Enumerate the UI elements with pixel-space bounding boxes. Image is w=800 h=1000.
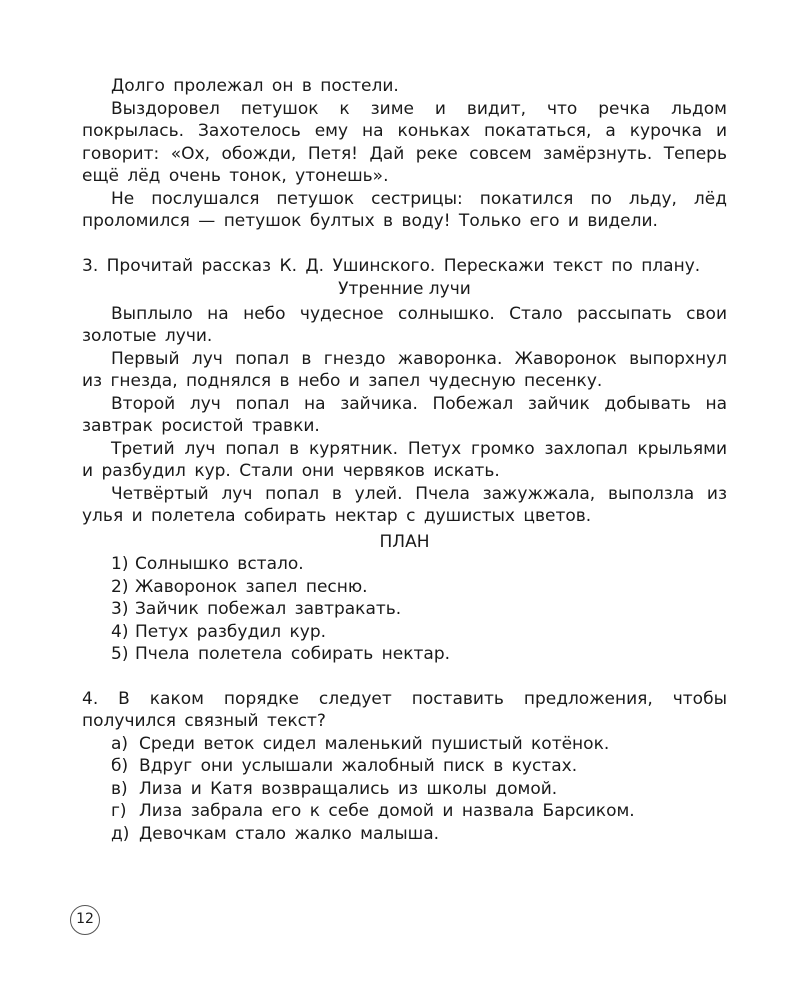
list-marker: 2) [111, 576, 129, 597]
plan-title: ПЛАН [379, 531, 430, 552]
story-paragraph: Выздоровел петушок к зиме и видит, что речка льдом покрылась. Захотелось ему на коньках покататься, а курочка и говорит: «Ох, обожди, Петя! Дай реке совсем замёрзнуть. Теперь ещё лёд очень тонок, утонешь». [82, 98, 727, 186]
list-marker: а) [111, 733, 129, 754]
list-marker: 4) [111, 621, 129, 642]
story-paragraph: Первый луч попал в гнездо жаворонка. Жаворонок выпорхнул из гнезда, поднялся в небо и запел чудесную песенку. [82, 348, 727, 391]
plan-item-text: Петух разбудил кур. [135, 621, 327, 642]
story-paragraph: Четвёртый луч попал в улей. Пчела зажужжала, выползла из улья и полетела собирать нектар с душистых цветов. [82, 483, 727, 526]
list-marker: г) [111, 801, 127, 821]
story-title: Утренние лучи [338, 279, 471, 299]
list-marker: 3) [111, 599, 129, 619]
sentence-option-text: Среди веток сидел маленький пушистый котёнок. [139, 733, 610, 754]
list-marker: 5) [111, 644, 129, 664]
plan-item [111, 598, 727, 621]
page-number: 12 [70, 905, 100, 935]
story-paragraph: Второй луч попал на зайчика. Побежал зайчик добывать на завтрак росистой травки. [82, 393, 727, 436]
sentence-option [111, 800, 727, 823]
plan-item-text: Жаворонок запел песню. [135, 576, 368, 597]
story-paragraph: Третий луч попал в курятник. Петух громко захлопал крыльями и разбудил кур. Стали они червяков искать. [82, 438, 727, 481]
list-marker: б) [111, 756, 129, 776]
sentence-option [111, 823, 727, 846]
sentence-option-text: Лиза забрала его к себе домой и назвала Барсиком. [139, 801, 635, 821]
sentence-options-list [82, 733, 727, 846]
task-4 [82, 688, 727, 846]
list-marker: д) [111, 823, 130, 844]
task-4-prompt: 4. В каком порядке следует поставить предложения, чтобы получился связный текст? [82, 688, 727, 731]
story-paragraph: Долго пролежал он в постели. [111, 76, 399, 96]
plan-item-text: Солнышко встало. [135, 554, 304, 574]
list-marker: 1) [111, 554, 129, 574]
sentence-option-text: Девочкам стало жалко малыша. [139, 823, 440, 844]
sentence-option-text: Лиза и Катя возвращались из школы домой. [139, 778, 558, 799]
plan-item [111, 643, 727, 666]
sentence-option [111, 755, 727, 778]
plan-item [111, 576, 727, 599]
story-ending [82, 75, 727, 233]
task-3 [82, 255, 727, 666]
page-content [82, 75, 727, 845]
story-paragraph: Выплыло на небо чудесное солнышко. Стало рассыпать свои золотые лучи. [82, 303, 727, 346]
list-marker: в) [111, 778, 128, 799]
plan-list [82, 553, 727, 666]
sentence-option-text: Вдруг они услышали жалобный писк в кустах. [139, 756, 578, 776]
story-paragraph: Не послушался петушок сестрицы: покатился по льду, лёд проломился — петушок бултых в воду! Только его и видели. [82, 188, 727, 231]
sentence-option [111, 778, 727, 801]
sentence-option [111, 733, 727, 756]
plan-item-text: Пчела полетела собирать нектар. [135, 644, 451, 664]
plan-item [111, 621, 727, 644]
task-3-prompt: 3. Прочитай рассказ К. Д. Ушинского. Перескажи текст по плану. [82, 255, 701, 276]
plan-item-text: Зайчик побежал завтракать. [135, 599, 402, 619]
plan-item [111, 553, 727, 576]
